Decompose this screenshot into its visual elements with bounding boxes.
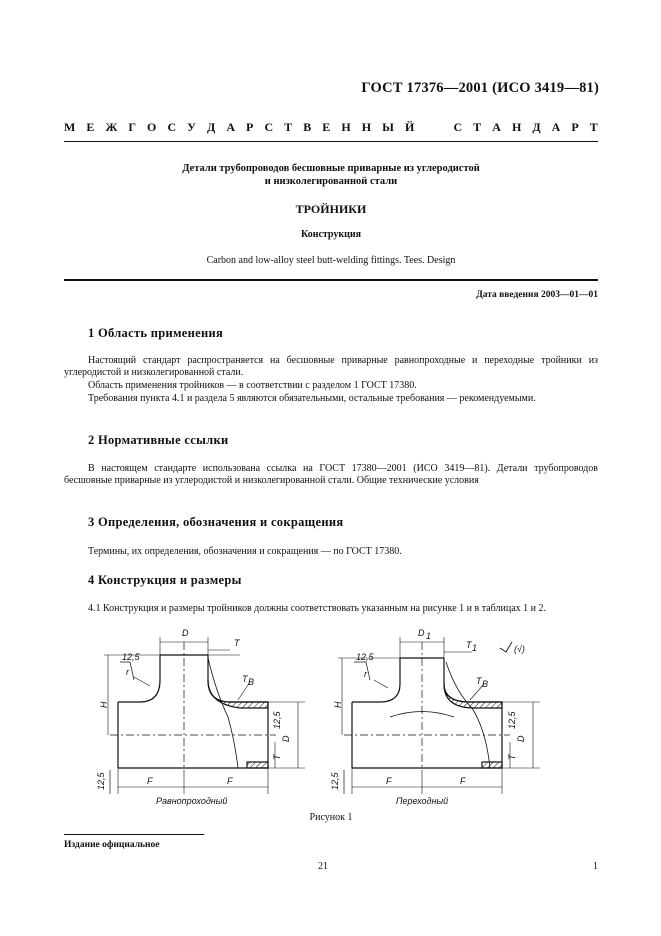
official-edition-label: Издание официальное — [64, 840, 160, 850]
svg-text:D: D — [182, 628, 189, 638]
title-divider — [64, 279, 598, 281]
svg-text:D: D — [516, 735, 526, 742]
banner-letter: Е — [86, 120, 95, 134]
svg-text:1: 1 — [472, 643, 478, 653]
interstate-standard-banner — [64, 120, 598, 135]
svg-text:T: T — [476, 676, 482, 686]
banner-letter: О — [147, 120, 157, 134]
banner-letter: Н — [361, 120, 372, 134]
svg-text:T: T — [466, 640, 472, 650]
banner-letter: Ж — [105, 120, 118, 134]
title-line-2: и низколегированной стали — [264, 176, 398, 187]
svg-text:H: H — [333, 701, 343, 708]
section-1-paragraph-1: Настоящий стандарт распространяется на бесшовные приварные равнопроходные и переходные тройники из углеродистой и низколегированной стали. — [64, 355, 598, 378]
svg-text:F: F — [227, 776, 233, 786]
section-4-paragraph-1: 4.1 Конструкция и размеры тройников должны соответствовать указанным на рисунке 1 и в таблицах 1 и 2. — [88, 603, 547, 614]
svg-text:T: T — [507, 754, 517, 760]
banner-letter: Н — [341, 120, 351, 134]
section-2-paragraph-1: В настоящем стандарте использована ссылка на ГОСТ 17380—2001 (ИСО 3419—81). Детали трубопроводов бесшовные приварные из углеродистой и низколегированной стали. Общие технические условия — [64, 463, 598, 486]
section-3-heading: 3 Определения, обозначения и сокращения — [88, 515, 344, 529]
document-title-block — [64, 162, 598, 188]
title-line-1: Детали трубопроводов бесшовные приварные из углеродистой — [182, 163, 480, 174]
header-divider — [64, 141, 598, 142]
banner-letter — [425, 120, 428, 135]
svg-text:12,5: 12,5 — [356, 652, 374, 662]
banner-letter: Т — [589, 120, 598, 134]
section-1-paragraph-2: Область применения тройников — в соответствии с разделом 1 ГОСТ 17380. — [88, 380, 417, 391]
svg-text:B: B — [248, 677, 255, 687]
svg-text:T: T — [242, 674, 248, 684]
banner-letter: Т — [473, 120, 482, 134]
equal-tee-caption: Равнопроходный — [156, 796, 228, 806]
roughness-symbol: (√) — [514, 644, 525, 654]
page-number-center: 21 — [318, 861, 328, 872]
svg-text:r: r — [364, 669, 367, 679]
banner-letter: М — [64, 120, 76, 134]
banner-letter: Й — [404, 120, 415, 134]
svg-text:1: 1 — [426, 631, 432, 641]
banner-letter — [439, 120, 442, 135]
page-number-right: 1 — [593, 861, 598, 872]
banner-letter: А — [492, 120, 501, 134]
banner-letter: Д — [207, 120, 216, 134]
svg-text:12,5: 12,5 — [330, 772, 340, 790]
svg-text:H: H — [99, 701, 109, 708]
footer-divider — [64, 834, 204, 835]
svg-text:F: F — [460, 776, 466, 786]
svg-text:B: B — [482, 679, 489, 689]
banner-letter: Н — [511, 120, 522, 134]
introduction-date: Дата введения 2003—01—01 — [476, 290, 598, 300]
banner-letter: Ы — [382, 120, 394, 134]
banner-letter: Р — [571, 120, 579, 134]
main-title: ТРОЙНИКИ — [295, 202, 367, 216]
svg-text:T: T — [272, 754, 282, 760]
section-3-paragraph-1: Термины, их определения, обозначения и сокращения — по ГОСТ 17380. — [88, 546, 402, 557]
banner-letter: У — [187, 120, 196, 134]
svg-text:F: F — [386, 776, 392, 786]
svg-text:T: T — [234, 638, 240, 648]
svg-text:12,5: 12,5 — [96, 772, 106, 790]
banner-letter: А — [226, 120, 235, 134]
banner-letter: Д — [532, 120, 541, 134]
banner-letter: А — [551, 120, 561, 134]
figure-1-tee-drawings — [90, 622, 560, 812]
svg-text:F: F — [147, 776, 153, 786]
svg-text:12,5: 12,5 — [507, 711, 517, 729]
reducing-tee-caption: Переходный — [396, 796, 449, 806]
banner-letter: С — [167, 120, 177, 134]
banner-letter: Е — [322, 120, 331, 134]
section-2-heading: 2 Нормативные ссылки — [88, 433, 229, 447]
banner-letter: Г — [128, 120, 136, 134]
banner-letter: Р — [246, 120, 254, 134]
reducing-tee-labels — [330, 628, 526, 806]
standard-number: ГОСТ 17376—2001 (ИСО 3419—81) — [361, 80, 599, 96]
section-4-heading: 4 Конструкция и размеры — [88, 573, 242, 587]
svg-text:D: D — [418, 628, 425, 638]
english-title: Carbon and low-alloy steel butt-welding fittings. Tees. Design — [206, 255, 456, 266]
svg-text:D: D — [281, 735, 291, 742]
svg-text:12,5: 12,5 — [122, 652, 140, 662]
banner-letter: С — [453, 120, 463, 134]
section-1-paragraph-3: Требования пункта 4.1 и раздела 5 являются обязательными, остальные требования — рекомендуемыми. — [88, 393, 536, 404]
figure-caption: Рисунок 1 — [309, 812, 353, 823]
banner-letter: Т — [284, 120, 293, 134]
banner-letter: В — [303, 120, 312, 134]
svg-text:12,5: 12,5 — [272, 711, 282, 729]
banner-letter: С — [264, 120, 274, 134]
section-1-heading: 1 Область применения — [88, 326, 224, 340]
subtitle: Конструкция — [300, 229, 362, 240]
svg-text:r: r — [126, 667, 129, 677]
